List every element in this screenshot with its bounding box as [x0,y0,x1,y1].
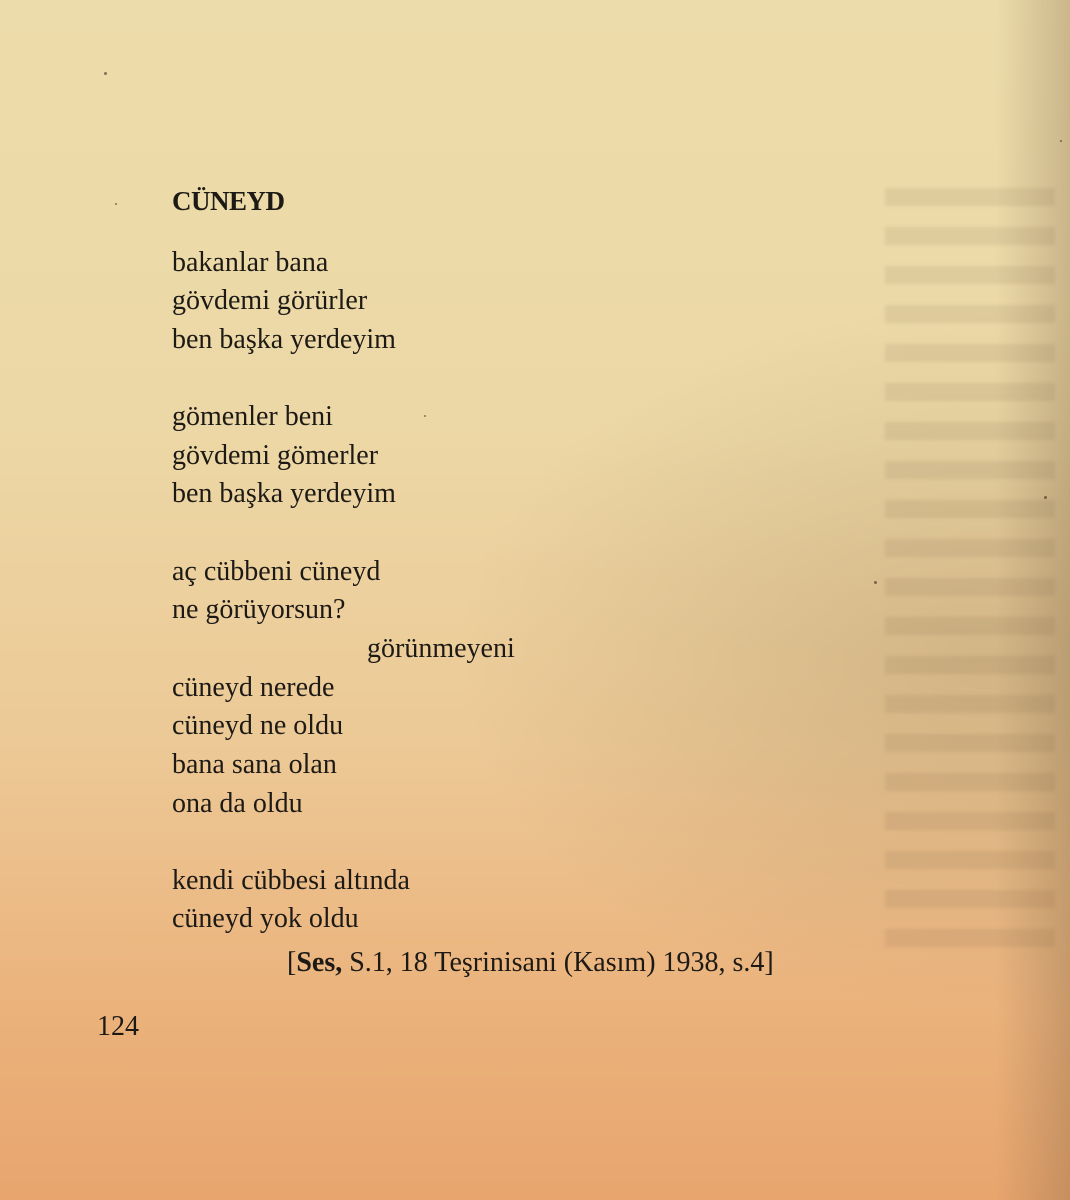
poem-line: kendi cübbesi altında [172,865,410,896]
poem-line: gömenler beni [172,401,333,432]
poem-line: aç cübbeni cüneyd [172,556,381,587]
poem-line: cüneyd yok oldu [172,903,359,934]
poem-line: ben başka yerdeyim [172,324,396,355]
poem-title: CÜNEYD [172,186,285,216]
source-citation [287,944,774,982]
paper-speck [104,72,107,75]
poem-line: ne görüyorsun? [172,594,346,625]
paper-speck [1060,140,1062,142]
poem-line: ona da oldu [172,788,303,819]
page-number: 124 [97,1011,139,1042]
paper-speck [424,415,426,417]
poem-line: gövdemi görürler [172,285,368,316]
paper-speck [115,203,117,205]
poem-line: bana sana olan [172,749,337,780]
poem-line: cüneyd nerede [172,672,335,703]
poem-line: cüneyd ne oldu [172,710,344,741]
poem-line-indented: görünmeyeni [367,633,515,664]
poem-line: bakanlar bana [172,247,329,278]
citation-source: Ses, [296,947,343,978]
citation-open-bracket: [ [287,947,297,978]
paper-speck [1044,496,1047,499]
poem-line: gövdemi gömerler [172,440,379,471]
poem-line: ben başka yerdeyim [172,478,396,509]
paper-speck [874,581,877,584]
citation-details: S.1, 18 Teşrinisani (Kasım) 1938, s.4] [342,947,774,978]
bleed-through-text [885,188,1055,948]
